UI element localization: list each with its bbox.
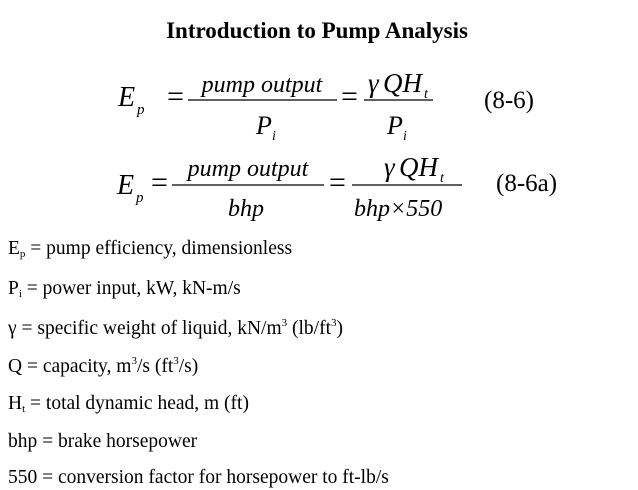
def-ht-symbol: H bbox=[8, 393, 23, 414]
eq2-frac2-greek: γ bbox=[384, 152, 395, 182]
eq1-frac2-denominator: P bbox=[387, 111, 403, 140]
eq1-equals-1: = bbox=[167, 80, 184, 113]
eq1-frac1-den-subscript: i bbox=[272, 129, 276, 144]
eq1-lhs-subscript: p bbox=[137, 102, 145, 118]
def-pi-subscript: i bbox=[18, 288, 22, 300]
eq1-frac1-denominator: P bbox=[256, 111, 272, 140]
eq2-equals-2: = bbox=[329, 166, 346, 199]
eq1-frac2-den-subscript: i bbox=[403, 129, 407, 144]
eq2-frac2-numerator: QH bbox=[399, 152, 438, 182]
def-gamma-symbol: γ bbox=[8, 318, 17, 339]
def-gamma-sup-a: 3 bbox=[281, 317, 288, 329]
def-gamma-sup-b: 3 bbox=[331, 317, 337, 329]
eq2-frac2-num-subscript: t bbox=[440, 171, 444, 186]
equation-8-6 bbox=[0, 58, 638, 148]
definition-550 bbox=[8, 466, 389, 490]
def-pi-symbol: P bbox=[8, 278, 19, 299]
def-ht-text: = total dynamic head, m (ft) bbox=[25, 393, 249, 414]
def-q-text-a: = capacity, m bbox=[22, 356, 132, 377]
eq1-frac2-numerator: QH bbox=[383, 68, 422, 98]
def-bhp-text: = brake horsepower bbox=[37, 431, 198, 452]
def-q-text-c: /s) bbox=[178, 356, 199, 377]
equation-number-8-6: (8-6) bbox=[484, 87, 534, 114]
def-ep-text: = pump efficiency, dimensionless bbox=[25, 238, 293, 259]
def-ep-subscript: p bbox=[19, 248, 26, 260]
eq2-lhs-symbol: E bbox=[117, 170, 135, 201]
equation-number-8-6a: (8-6a) bbox=[496, 170, 558, 197]
definition-ep bbox=[8, 237, 292, 261]
eq2-equals-1: = bbox=[151, 166, 168, 199]
slide-title bbox=[0, 18, 638, 44]
def-ep-symbol: E bbox=[8, 238, 20, 259]
definition-gamma bbox=[8, 317, 343, 341]
eq1-lhs-symbol: E bbox=[118, 82, 136, 113]
def-550-symbol: 550 bbox=[8, 467, 38, 488]
def-pi-text: = power input, kW, kN-m/s bbox=[21, 278, 241, 299]
def-550-text: = conversion factor for horsepower to ft-lb/s bbox=[37, 467, 389, 488]
def-gamma-text-a: = specific weight of liquid, kN/m bbox=[16, 318, 282, 339]
def-q-sup-a: 3 bbox=[131, 355, 137, 367]
def-q-symbol: Q bbox=[8, 356, 23, 377]
eq1-frac2-greek: γ bbox=[368, 68, 379, 98]
eq2-frac1-numerator: pump output bbox=[187, 156, 309, 182]
eq2-lhs-subscript: p bbox=[136, 190, 144, 206]
equation-8-6-graphic bbox=[0, 58, 638, 148]
def-q-text-b: /s (ft bbox=[136, 356, 174, 377]
definition-ht bbox=[8, 392, 249, 416]
equation-8-6a bbox=[0, 144, 638, 228]
definition-q bbox=[8, 355, 198, 379]
def-gamma-text-b: (lb/ft bbox=[287, 318, 331, 339]
eq2-frac2-denominator: bhp×550 bbox=[354, 196, 443, 222]
def-q-sup-b: 3 bbox=[173, 355, 179, 367]
def-bhp-symbol: bhp bbox=[8, 431, 38, 452]
definition-pi bbox=[8, 277, 241, 301]
eq1-equals-2: = bbox=[341, 80, 358, 113]
slide-title-text: Introduction to Pump Analysis bbox=[166, 18, 468, 43]
definition-bhp bbox=[8, 430, 197, 454]
def-gamma-text-c: ) bbox=[336, 318, 343, 339]
eq1-frac2-num-subscript: t bbox=[424, 87, 428, 102]
eq1-frac1-numerator: pump output bbox=[201, 72, 323, 98]
def-ht-subscript: t bbox=[22, 403, 26, 415]
eq2-frac1-denominator: bhp bbox=[228, 196, 264, 222]
